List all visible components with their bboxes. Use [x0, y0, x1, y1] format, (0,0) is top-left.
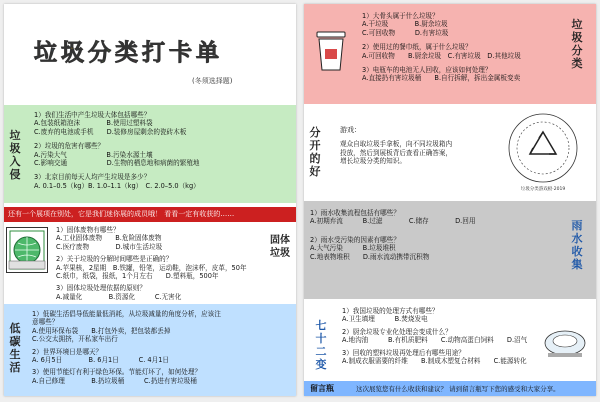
answer-options: A.包装纸箱泡沫 B.使用过塑料袋 — [34, 119, 153, 128]
recycle-icon — [504, 110, 582, 190]
answer-options: A.工业固体废物 B.危险固体废物 — [56, 234, 162, 243]
disposal-facility-illustration — [542, 321, 588, 361]
answer-options: A. 6月5日 B. 6月1日 C. 4月1日 — [32, 356, 169, 365]
question-text: 3）电瓶车的电池无人回收，应该如何处理？ — [362, 66, 492, 75]
section-label-sorting: 垃圾分类 — [571, 18, 583, 70]
exhibit-banner: 还有一个展项在别处，它是我们迷你展的成员哦！ 看看一定有收获的…… — [4, 207, 296, 222]
section-low-carbon — [4, 304, 296, 396]
question-text: 2）雨水受污染的因素有哪些？ — [310, 235, 400, 244]
section-garbage-invasion — [4, 105, 296, 203]
question-text: 2）世界环境日是哪天？ — [32, 347, 103, 356]
section-label-game: 分开的好 — [309, 126, 321, 178]
message-bottle-label: 留言瓶 — [310, 384, 334, 393]
trash-bin-icon — [314, 30, 348, 72]
section-garbage-sorting — [304, 4, 596, 104]
question-text: 2）使用过的餐巾纸，属于什么垃圾？ — [362, 43, 472, 52]
game-board-diagram — [504, 110, 582, 190]
question-text: 1）我国垃圾的处理方式有哪些？ — [342, 307, 439, 315]
section-sorting-game — [304, 104, 596, 201]
game-heading: 游戏： — [340, 126, 361, 134]
question-text: 1）雨水收集流程包括有哪些？ — [310, 209, 400, 217]
question-text: 1）我们生活中产生垃圾大体包括哪些？ — [34, 111, 151, 119]
message-bottle-bar — [304, 381, 596, 396]
answer-options: C.纸巾，纸袋，报纸，1个月左右 D.塑料瓶，500年 — [56, 272, 219, 281]
answer-options: A.大气污染 B.垃圾堆积 — [310, 244, 396, 253]
answer-options: A.卫生填埋 B.焚烧发电 — [342, 315, 428, 324]
answer-options: A.直接扔有害垃圾桶 B.自行拆解，拆出金属板变卖 — [362, 74, 521, 83]
answer-options: A.自己修理 B.扔垃圾桶 C.扔进有害垃圾桶 — [32, 376, 197, 385]
globe-icon — [7, 228, 47, 272]
left-worksheet-page — [4, 4, 296, 396]
answer-options: A.初期弃流 B.过滤 C.储存 D.回用 — [310, 217, 476, 226]
answer-options: A.地沟油 B.有机质肥料 C.动物高蛋白饲料 D.沼气 — [342, 336, 528, 345]
worksheet-subtitle: (冬须选择题) — [192, 77, 233, 85]
message-bottle-text: 这次展览您有什么收获和建议？ 请到留言瓶写下您的感受和大家分享。 — [356, 385, 560, 393]
answer-options: A.制成衣服需要的纤维 B.制成木塑复合材料 C.能源转化 — [342, 357, 527, 366]
facility-icon — [542, 321, 588, 361]
game-description: 投放，然后到展板背后查看正确答案， — [340, 148, 453, 157]
section-label-solid-waste: 固体垃圾 — [270, 235, 290, 259]
question-text: 2）关于垃圾的分解时间哪些是正确的？ — [56, 255, 173, 264]
answer-options: C.可回收物 D.有害垃圾 — [362, 28, 449, 37]
question-text: 意哪些？ — [32, 318, 59, 327]
section-solid-waste — [4, 224, 296, 302]
answer-options: A.苹果核，2星期 B.铁罐，铅笔，运动鞋，泡沫杯，皮革，50年 — [56, 263, 247, 272]
worksheet-title: 垃圾分类打卡单 — [34, 40, 223, 66]
answer-options: A.使用环保布袋 B.打包外卖，把包装都丢掉 — [32, 326, 171, 335]
question-text: 3）使用节能灯有利于绿色环保。节能灯坏了，如何处理？ — [32, 368, 202, 377]
section-rainwater — [304, 201, 596, 299]
answer-options: A.污染大气 B.污染水源土壤 — [34, 150, 153, 159]
question-text: 3）北京目前每天人均产生垃圾是多少？ — [34, 173, 151, 182]
question-text: 2）垃圾的危害有哪些？ — [34, 142, 105, 151]
game-description: 增长垃圾分类的知识。 — [340, 157, 406, 166]
question-text: 3）固体垃圾处理依据的原则？ — [56, 284, 146, 293]
trash-bin-illustration — [314, 30, 348, 72]
question-text: 1）固体废物有哪些？ — [56, 226, 120, 234]
answer-options: A.干垃圾 B.厨余垃圾 — [362, 20, 448, 29]
right-worksheet-page — [304, 4, 596, 396]
answer-options: C.废弃的电池或手机 D.装修房屋剩余的瓷砖木板 — [34, 127, 187, 136]
question-text: 1）低碳生活倡导低能量低消耗，从垃圾减量的角度分析，应该注 — [32, 310, 221, 318]
section-label-transformations: 七十二变 — [315, 319, 327, 371]
section-label-low-carbon: 低碳生活 — [9, 322, 21, 374]
answer-options: A.减量化 B.资源化 C.无害化 — [56, 292, 182, 301]
question-text: 2）厨余垃圾专业化处理会变成什么？ — [342, 327, 452, 336]
answer-options: C.地表物堆积 D.雨水流动携带沉积物 — [310, 252, 430, 261]
answer-options: A. 0.1–0.5（kg）B. 1.0–1.1（kg） C. 2.0–5.0（kg） — [34, 181, 200, 190]
question-text: 1）大骨头属于什么垃圾？ — [362, 12, 439, 20]
answer-options: C.公交太拥挤，开私家车出行 — [32, 335, 118, 344]
section-label-rainwater: 雨水收集 — [571, 219, 583, 271]
answer-options: C.影响交通 D.生物的栖息地和病菌的繁殖地 — [34, 159, 200, 168]
globe-illustration — [6, 227, 48, 273]
section-label-invasion: 垃圾入侵 — [9, 129, 21, 181]
diagram-caption: 垃圾分类游戏板·2019 — [520, 187, 566, 192]
answer-options: C.医疗废物 D.城市生活垃圾 — [56, 242, 163, 251]
answer-options: A.可回收物 B.厨余垃圾 C.有害垃圾 D.其他垃圾 — [362, 51, 521, 60]
game-description: 观众自取垃圾手拿板，向不同垃圾箱内 — [340, 140, 453, 149]
question-text: 3）回收的塑料垃圾再处理后有哪些用途？ — [342, 348, 465, 357]
